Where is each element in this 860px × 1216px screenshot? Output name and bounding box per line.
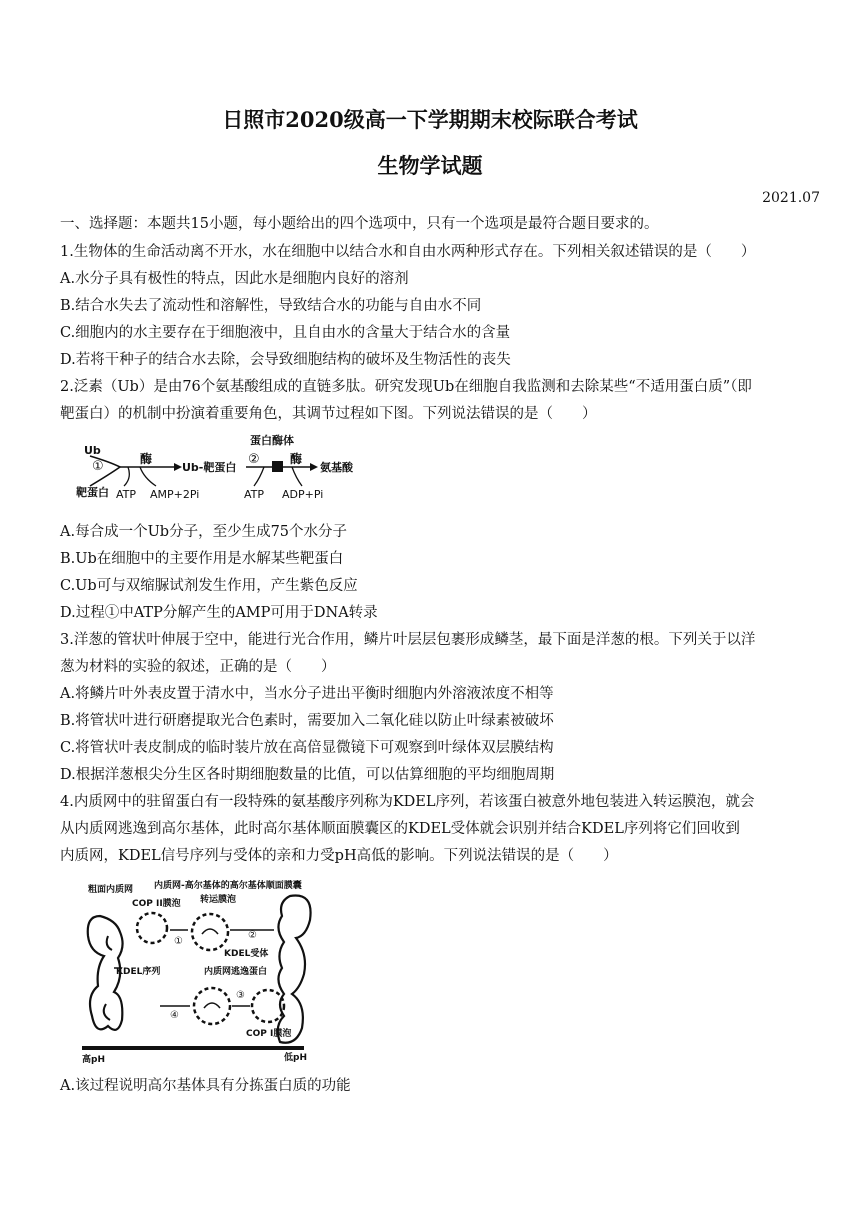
q4-option-a: A.该过程说明高尔基体具有分拣蛋白质的功能 (60, 1078, 351, 1094)
q1-option-c: C.细胞内的水主要存在于细胞液中，且自由水的含量大于结合水的含量 (60, 325, 511, 341)
q3-option-a: A.将鳞片叶外表皮置于清水中，当水分子进出平衡时细胞内外溶液浓度不相等 (60, 686, 554, 702)
fig1-adp-curve (292, 467, 302, 486)
fig2-golgi-membrane (278, 896, 311, 1043)
q1-stem: 1.生物体的生命活动离不开水，水在细胞中以结合水和自由水两种形式存在。下列相关叙述错误的是（ ） (60, 244, 756, 260)
fig1-atp-1: ATP (116, 488, 137, 501)
fig2-er-label: 粗面内质网 (88, 885, 134, 895)
q3-option-c: C.将管状叶表皮制成的临时装片放在高倍显微镜下可观察到叶绿体双层膜结构 (60, 740, 554, 756)
fig2-receptor-label: KDEL受体 (224, 949, 269, 959)
fig1-ub-label: Ub (84, 444, 101, 457)
exam-subtitle: 生物学试题 (377, 153, 483, 178)
q2-option-d: D.过程①中ATP分解产生的AMP可用于DNA转录 (60, 605, 378, 621)
q1-option-b: B.结合水失去了流动性和溶解性，导致结合水的功能与自由水不同 (60, 298, 482, 314)
fig2-step2: ② (248, 930, 257, 941)
q3-stem-line2: 葱为材料的实验的叙述，正确的是（ ） (60, 659, 336, 675)
fig1-amp: AMP+2Pi (150, 488, 200, 501)
fig1-target-label: 靶蛋白 (76, 486, 109, 499)
fig2-ph-gradient-bar (82, 1046, 304, 1050)
q2-option-b: B.Ub在细胞中的主要作用是水解某些靶蛋白 (60, 551, 344, 567)
fig1-arrowhead-2 (310, 463, 318, 471)
fig2-step1: ① (174, 936, 183, 947)
q4-stem-line3: 内质网，KDEL信号序列与受体的亲和力受pH高低的影响。下列说法错误的是（ ） (60, 848, 618, 864)
fig2-copii-vesicle (137, 913, 167, 943)
fig2-vesicle-cargo-1 (202, 929, 218, 934)
fig1-arrowhead-1 (174, 463, 182, 471)
fig1-step2: ② (248, 452, 260, 467)
q3-option-d: D.根据洋葱根尖分生区各时期细胞数量的比值，可以估算细胞的平均细胞周期 (60, 767, 555, 783)
fig2-golgi-label: 内质网-高尔基体的高尔基体顺面膜囊 (154, 881, 302, 891)
q2-option-a: A.每合成一个Ub分子，至少生成75个水分子 (60, 524, 348, 540)
fig2-kdel-label: KDEL序列 (116, 967, 161, 977)
q2-stem-line1: 2.泛素（Ub）是由76个氨基酸组成的直链多肽。研究发现Ub在细胞自我监测和去除某些“不适用蛋白质”（即 (60, 379, 752, 395)
fig2-step4: ④ (170, 1010, 179, 1021)
fig2-copi-label: COP I膜泡 (246, 1029, 292, 1039)
fig2-escape-label: 内质网逃逸蛋白 (204, 967, 268, 977)
fig1-complex-label: Ub-靶蛋白 (182, 461, 237, 474)
q3-option-b: B.将管状叶进行研磨提取光合色素时，需要加入二氧化硅以防止叶绿素被破坏 (60, 713, 554, 729)
exam-title: 日照市2020级高一下学期期末校际联合考试 (222, 107, 638, 132)
fig2-transport-vesicle (192, 914, 228, 950)
fig1-proteasome-label: 蛋白酶体 (250, 434, 294, 447)
fig2-copi-vesicle-1 (194, 988, 230, 1024)
q2-stem-line2: 靶蛋白）的机制中扮演着重要角色，其调节过程如下图。下列说法错误的是（ ） (60, 406, 597, 422)
section-heading: 一、选择题：本题共15小题，每小题给出的四个选项中，只有一个选项是最符合题目要求的。 (60, 216, 659, 232)
fig2-vesicle-label: 转运膜泡 (200, 895, 237, 905)
fig2-step3: ③ (236, 990, 245, 1001)
fig1-amp-curve (140, 467, 156, 486)
fig1-enzyme-2: 酶 (290, 452, 303, 466)
fig2-er-inner (104, 936, 112, 1020)
fig1-enzyme-1: 酶 (140, 452, 153, 466)
fig1-adp: ADP+Pi (282, 488, 324, 501)
fig2-copii-label: COP II膜泡 (132, 899, 181, 909)
fig2-vesicle-cargo-2 (204, 1003, 220, 1008)
fig1-atp2-curve (254, 467, 264, 486)
fig1-proteasome-block (272, 461, 283, 472)
fig1-amino-label: 氨基酸 (320, 461, 353, 474)
fig2-low-ph: 低pH (284, 1053, 307, 1063)
q3-stem-line1: 3.洋葱的管状叶伸展于空中，能进行光合作用，鳞片叶层层包裹形成鳞茎，最下面是洋葱的根。下列关于以洋 (60, 632, 756, 648)
q4-stem-line1: 4.内质网中的驻留蛋白有一段特殊的氨基酸序列称为KDEL序列，若该蛋白被意外地包装进入转运膜泡，就会 (60, 794, 755, 810)
ubiquitin-pathway-figure (70, 432, 370, 508)
q4-stem-line2: 从内质网逃逸到高尔基体，此时高尔基体顺面膜囊区的KDEL受体就会识别并结合KDEL序列将它们回收到 (60, 821, 740, 837)
q1-option-a: A.水分子具有极性的特点，因此水是细胞内良好的溶剂 (60, 271, 409, 287)
fig2-high-ph: 高pH (82, 1055, 105, 1065)
q1-option-d: D.若将干种子的结合水去除，会导致细胞结构的破坏及生物活性的丧失 (60, 352, 511, 368)
fig1-atp-2: ATP (244, 488, 265, 501)
kdel-retrieval-figure (78, 876, 334, 1066)
fig1-step1: ① (92, 459, 104, 474)
exam-date: 2021.07 (762, 190, 820, 206)
q2-option-c: C.Ub可与双缩脲试剂发生作用，产生紫色反应 (60, 578, 358, 594)
fig1-atp-curve (124, 467, 129, 486)
